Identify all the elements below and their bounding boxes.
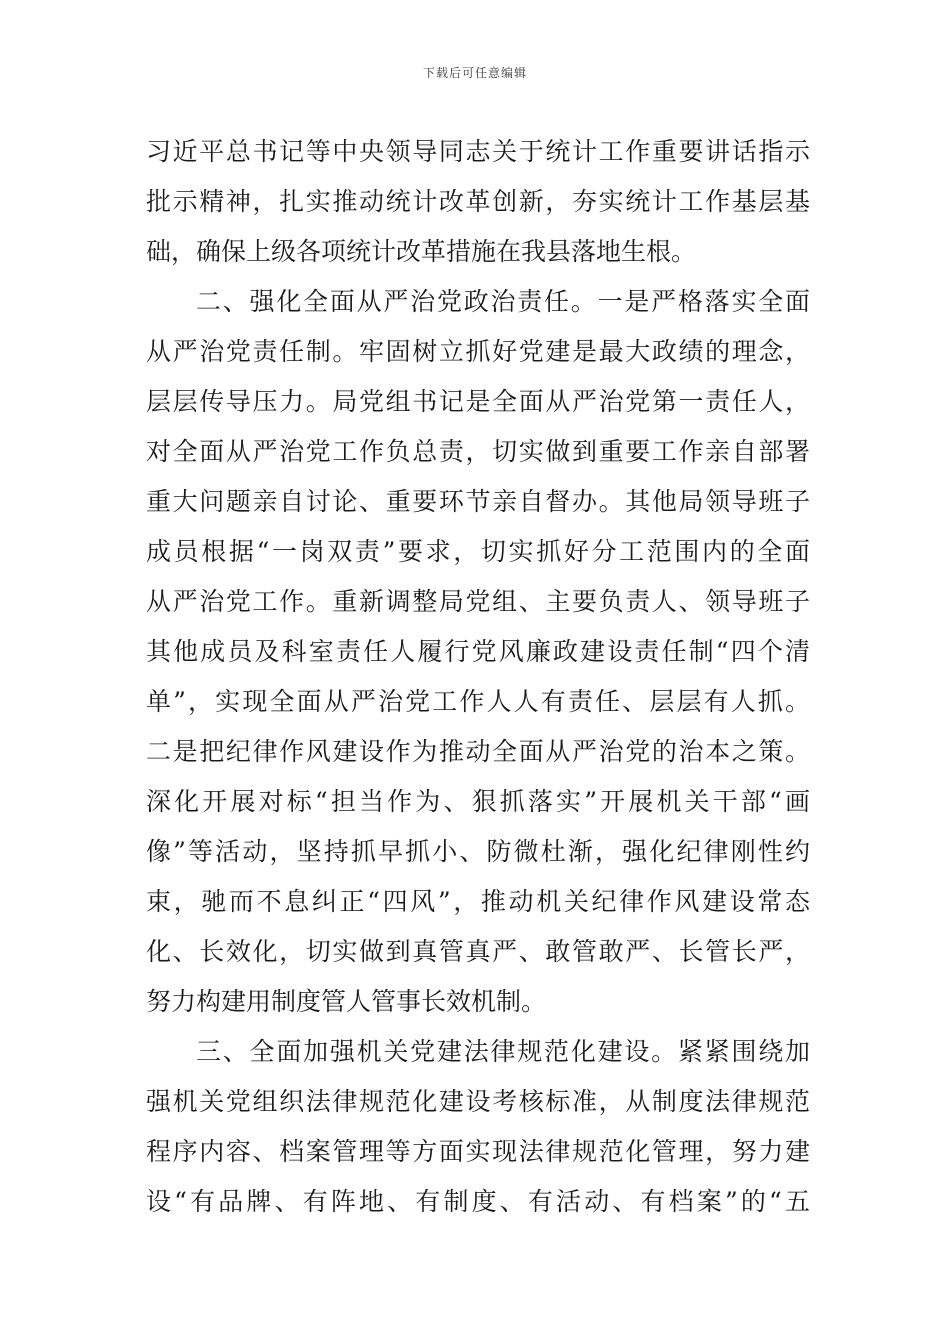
paragraph-3-line: 三、全面加强机关党建法律规范化建设。紧紧围绕加 <box>196 1037 810 1066</box>
paragraph-2-line: 化、长效化，切实做到真管真严、敢管敢严、长管长严， <box>146 937 810 966</box>
paragraph-2-line: 努力构建用制度管人管事长效机制。 <box>146 987 547 1016</box>
paragraph-2-line: 二是把纪律作风建设作为推动全面从严治党的治本之策。 <box>146 737 810 766</box>
paragraph-1-line: 批示精神，扎实推动统计改革创新，夯实统计工作基层基 <box>146 187 810 216</box>
paragraph-2-line: 从严治党责任制。牢固树立抓好党建是最大政绩的理念， <box>146 337 810 366</box>
paragraph-2-line: 重大问题亲自讨论、重要环节亲自督办。其他局领导班子 <box>146 487 810 516</box>
paragraph-2-line: 成员根据“一岗双责”要求，切实抓好分工范围内的全面 <box>146 537 810 566</box>
paragraph-3-line: 设“有品牌、有阵地、有制度、有活动、有档案”的“五 <box>146 1187 810 1216</box>
paragraph-2-line: 从严治党工作。重新调整局党组、主要负责人、领导班子 <box>146 587 810 616</box>
paragraph-2-line: 对全面从严治党工作负总责，切实做到重要工作亲自部署 <box>146 437 810 466</box>
paragraph-2-line: 层层传导压力。局党组书记是全面从严治党第一责任人， <box>146 387 810 416</box>
paragraph-3-line: 程序内容、档案管理等方面实现法律规范化管理，努力建 <box>146 1137 810 1166</box>
paragraph-2-line: 单”，实现全面从严治党工作人人有责任、层层有人抓。 <box>146 687 810 716</box>
paragraph-2-line: 像”等活动，坚持抓早抓小、防微杜渐，强化纪律刚性约 <box>146 837 810 866</box>
paragraph-1-line: 础，确保上级各项统计改革措施在我县落地生根。 <box>146 237 697 266</box>
page-header: 下载后可任意编辑 <box>422 66 527 80</box>
paragraph-2-line: 束，驰而不息纠正“四风”，推动机关纪律作风建设常态 <box>146 887 810 916</box>
paragraph-3-line: 强机关党组织法律规范化建设考核标准，从制度法律规范 <box>146 1087 810 1116</box>
paragraph-2-line: 二、强化全面从严治党政治责任。一是严格落实全面 <box>196 287 810 316</box>
paragraph-2-line: 其他成员及科室责任人履行党风廉政建设责任制“四个清 <box>146 637 810 666</box>
document-body <box>146 127 810 1227</box>
paragraph-1-line: 习近平总书记等中央领导同志关于统计工作重要讲话指示 <box>146 137 810 166</box>
paragraph-2-line: 深化开展对标“担当作为、狠抓落实”开展机关干部“画 <box>146 787 810 816</box>
